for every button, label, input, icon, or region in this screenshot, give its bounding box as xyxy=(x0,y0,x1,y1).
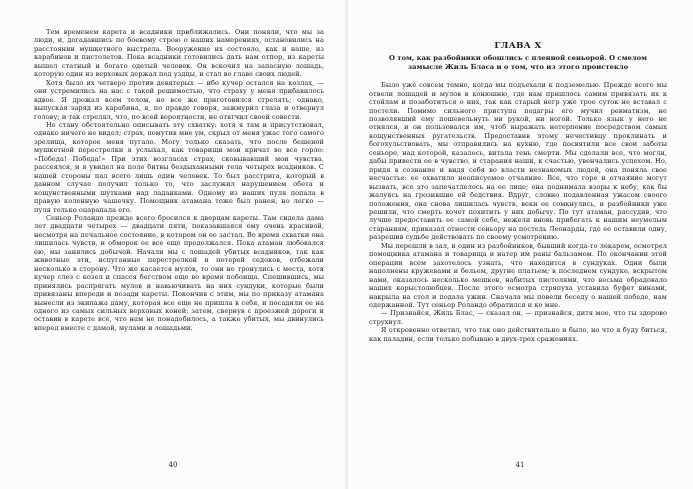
paragraph: Тем временем карета и всадники приближались. Они поняли, что мы за люди, и, догадавшись по боевому строю о наших намерениях, остановились на расстоянии мушкетного выстрела. Вооружение их состояло, как и наше, из карабинов и пистолетов. Пока всадники готовились дать нам отпор, из кареты вышел статный и богато одетый человек. Он вскочил на запасную лошадь, которую один из верховых держал под уздцы, и стал во главе своих людей. xyxy=(34,28,324,79)
chapter-title: ГЛАВА X xyxy=(494,41,542,51)
left-page xyxy=(0,0,346,489)
paragraph: Было уже совсем темно, когда мы подъехали к подземелью. Прежде всего мы отвели лошадей и мулов в конюшню, где нам пришлось самим привязать их к стойлам и позаботиться о них, так как старый негр уже трое суток не вставал с постели. Помимо сильного приступа подагры его мучил ревматизм, не позволявший ему пошевельнуть ни рукой, ни ногой. Только язык у него не отнялся, и он пользовался им, чтоб выражать нетерпение посредством самых кощунственных ругательств. Предоставив этому нечестивцу проклинать и богохульствовать, мы отправились на кухню, где посвятили все свои заботы сеньоре, над которой, казалось, витала тень смерти. Мы сделали все, что могли, дабы привести ее в чувство, и старания наши, к счастью, увенчались успехом. Но, придя в сознание и видя себя во власти незнакомых людей, она поняла свое несчастье: ее охватило неописуемое отчаяние. Все, что горе и отчаяние могут вызвать, все это запечатлелось на ее лице; она поднимала взоры к небу, как бы жалуясь на грозившие ей бедствия. Вдруг, словно подавленная ужасом своего положения, она снова лишилась чувств, веки ее сомкнулись, и разбойники уже решили, что смерть хочет похитить у них добычу. По тут атаман, рассудив, что лучше предоставить ее самой себе, нежели вновь прибегать к нашим неумелым стараниям, приказал отнести сеньору на постель Леонарды, где ее оставили одну, разрешив судьбе действовать по своему усмотрению. xyxy=(369,81,667,242)
right-page-text xyxy=(369,81,667,343)
chapter-subtitle: О том, как разбойники обошлись с пленной сеньорой. О смелом замысле Жиль Бласа и о том, что из этого проистекло xyxy=(388,54,648,71)
paragraph: Не стану обстоятельно описывать эту схватку: хотя я там и присутствовал, однако ничего не видел; страх, помутив мне ум, скрыл от меня ужас того самого зрелища, которое меня пугало. Могу только сказать, что после бешеной мушкетной перестрелки я услыхал, как товарищи мои кричат во все горло: «Победа! Победа!» При этих возгласах страх, сковывавший мои чувства, рассеялся, и я увидел на поле битвы бездыханными тела четырех всадников. С нашей стороны пал всего лишь один человек. То был расстрига, который в данном случае получил только то, что заслужил нарушением обета и кощунственными шутками над ладанками. Одному из наших пуля попала в правую коленную чашечку. Помощник атамана тоже был ранен, но легко — пуля только оцарапала его. xyxy=(34,120,324,214)
paragraph: Я откровенно ответил, что так оно действительно и было, но что я буду биться, как паладин, если только побываю в двух-трех сражениях. xyxy=(369,326,667,343)
paragraph: — Признайся, Жиль Блас, — сказал он, — признайся, дитя мое, что ты здорово струхнул. xyxy=(369,309,667,326)
page-number-right: 41 xyxy=(515,461,525,469)
paragraph: Мы перешли в зал, и один из разбойников, бывший когда-то лекарем, осмотрел помощника атамана и товарища и натер им раны бальзамом. По окончании этой операции всем захотелось узнать, что находится в сундуках. Одни были наполнены кружевами и бельем, другие платьем; в последнем сундуке, вскрытом нами, оказалось несколько мешков, набитых пистолями, что весьма обрадовало наших корыстолюбцев. После этого осмотра стряпуха уставила буфет винами, накрыла на стол и подала ужин. Сначала мы повели беседу о нашей победе, нам одержанной. Тут сеньор Роландо обратился и ко мне. xyxy=(369,241,667,309)
left-page-text xyxy=(34,28,324,332)
page-number-left: 40 xyxy=(168,461,178,469)
right-page xyxy=(347,0,693,489)
paragraph: Хотя было их четверо против девятерых — ибо кучер остался на козлах, — они устремились на нас с такой решимостью, что страху у меня прибавилось вдвое. Я дрожал всем телом, но все же приготовился стрелять; однако, выпуская заряд из карабина, я, по правде говоря, зажмурил глаза и отвернул голову; и так стрелял, что, по всей вероятности, не отягчил своей совести. xyxy=(34,78,324,121)
paragraph: Сеньор Роландо прежде всего бросился к дверцам кареты. Там сидела дама лет двадцати четырех — двадцати пяти, показавшаяся ему очень красивой, несмотря на печальное состояние, в котором он ее застал. Во время схватки она лишилась чувств, и обморок ее все еще продолжался. Пока атаман любовался ею, мы занялись добычей. Начали мы с лошадей убитых всадников, так как животные эти, испуганные перестрелкой и потерей седоков, отбежали несколько в сторону. Что же касается мулов, то они не тронулись с места, хотя кучер слез с козел и спасся бегством еще во время побоища. Спешившись, мы принялись распрягать мулов и навьючивать на них сундуки, которые были привязаны впереди и позади кареты. Покончив с этим, мы по приказу атамана вынесли из экипажа даму, которая все еще не пришла в себя, и посадили ее на одного из самых сильных верховых коней; затем, свернув с проезжей дороги и оставив в карете все, что нам не понадобилось, а также убитых, мы двинулись вперед вместе с дамой, мулами и лошадьми. xyxy=(34,213,324,332)
